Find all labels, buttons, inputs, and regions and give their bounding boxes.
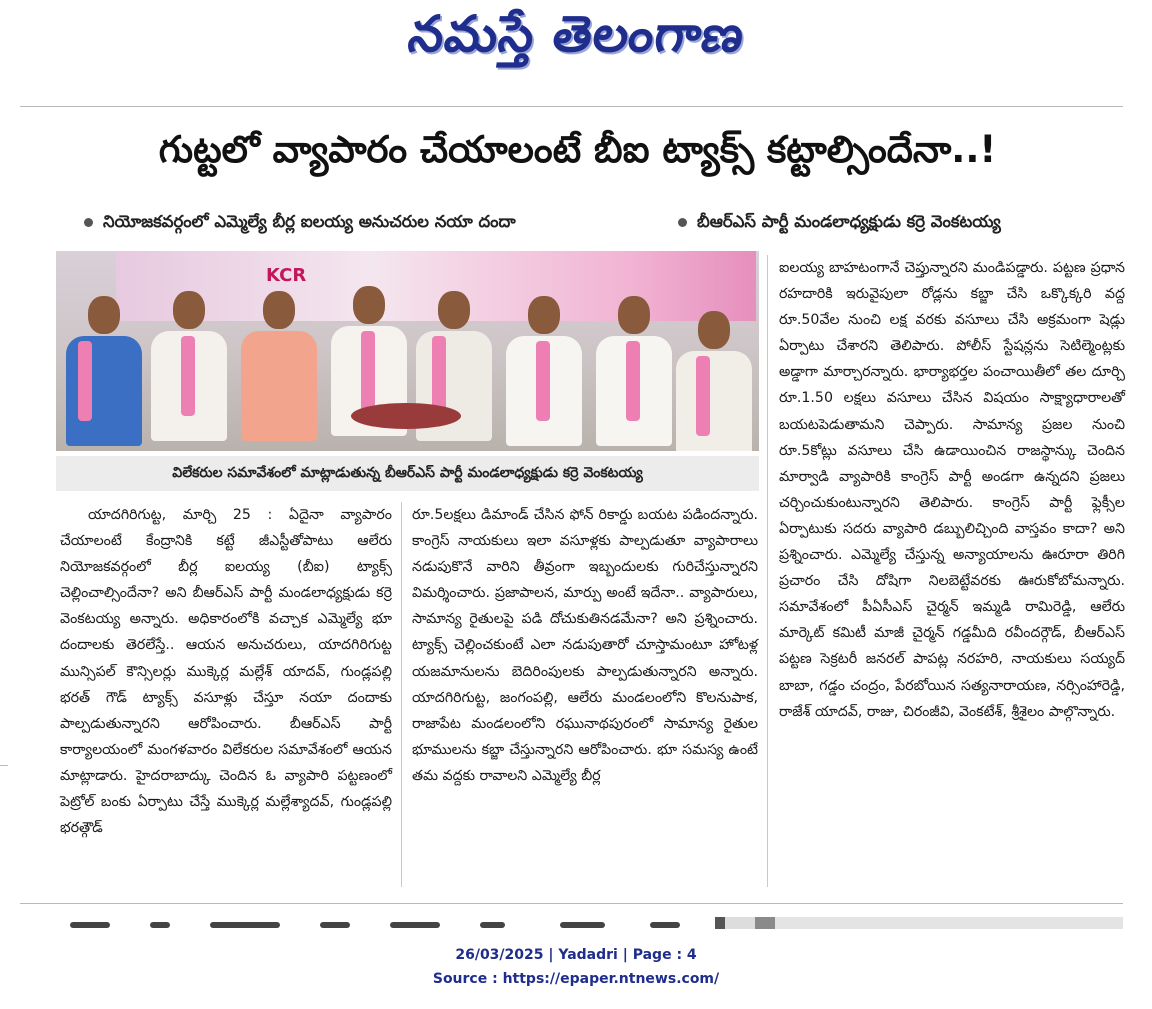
article-column-3: ఐలయ్య బాహటంగానే చెప్తున్నారని మండిపడ్డారు. పట్టణ ప్రధాన రహదారికి ఇరువైపులా రోడ్లను కబ్జా చేసి ఒక్కొక్కరి వద్ద రూ.50వేల నుంచి లక్ష వరకు వసూలు చేసి అక్రమంగా షెడ్లు ఏర్పాటు చేశారని తెలిపారు. పోలీస్ స్టేషన్లను సెటిల్మెంట్లకు అడ్డాగా మార్చారన్నారు. భార్యాభర్తల పంచాయితీలో తల దూర్చి రూ.1.50 లక్షలు వసూలు చేసిన విషయం సాక్ష్యాధారాలతో బయటపెడుతామని చెప్పారు. సామాన్య ప్రజల నుంచి రూ.5కోట్లు వసూలు చేసి ఉడాయించిన రాజస్థాన్కు చెందిన మార్వాడి వ్యాపారికి కాంగ్రెస్ పార్టీ అండగా ఉన్నదని ప్రజలు చర్చించుకుంటున్నారని తెలిపారు. కాంగ్రెస్ పార్టీ ఫ్లెక్సీల ఏర్పాటుకు సదరు వ్యాపారి డబ్బులిచ్చింది వాస్తవం కాదా? అని ప్రశ్నించారు. ఎమ్మెల్యే చేస్తున్న అన్యాయాలను ఊరూరా తిరిగి ప్రచారం చేసి దోషిగా నిలబెట్టేవరకు ఊరుకోబోమన్నారు. సమావేశంలో పీఏసీఎస్ చైర్మన్ ఇమ్మడి రామిరెడ్డి, ఆలేరు మార్కెట్ కమిటీ మాజీ చైర్మన్ గడ్డమీది రవీందర్గౌడ్, బీఆర్ఎస్ పట్టణ సెక్రటరీ జనరల్ పాపట్ల నరహరి, నాయకులు సయ్యద్ బాబా, గడ్డం చంద్రం, పేరబోయిన సత్యనారాయణ, నర్సింహారెడ్డి, రాజేశ్ యాదవ్, రాజు, చిరంజీవి, వెంకటేశ్, శ్రీశైలం పాల్గొన్నారు.	[779, 260, 1125, 720]
photo-table	[351, 403, 461, 429]
bullet-icon	[678, 218, 687, 227]
divider	[20, 106, 1123, 107]
photo-banner	[116, 251, 756, 321]
bullet-icon	[84, 218, 93, 227]
article-photo	[56, 251, 759, 451]
photo-caption: విలేకరుల సమావేశంలో మాట్లాడుతున్న బీఆర్ఎస్ పార్టీ మండలాధ్యక్షుడు కర్రె వెంకటయ్య	[56, 456, 759, 491]
footer-date-line: 26/03/2025 | Yadadri | Page : 4	[455, 947, 697, 963]
divider	[20, 903, 1123, 904]
subhead-1: నియోజకవర్గంలో ఎమ్మెల్యే బీర్ల ఐలయ్య అనుచరుల నయా దందా	[84, 212, 516, 235]
subhead-2: బీఆర్ఎస్ పార్టీ మండలాధ్యక్షుడు కర్రె వెంకటయ్య	[678, 212, 1001, 235]
footer-source-line: Source : https://epaper.ntnews.com/	[432, 971, 720, 987]
margin-mark	[0, 765, 8, 766]
column-divider	[767, 255, 768, 887]
photo-banner-text: KCR	[266, 265, 307, 286]
masthead	[0, 0, 1152, 80]
next-article-fragment	[60, 920, 710, 930]
newspaper-title: నమస్తే తెలంగాణ	[405, 4, 749, 63]
next-article-image	[715, 917, 1123, 929]
column-divider	[401, 502, 402, 887]
article-column-1: యాదగిరిగుట్ట, మార్చి 25 : ఏదైనా వ్యాపారం చేయాలంటే కేంద్రానికి కట్టే జీఎస్టీతోపాటు ఆలేరు నియోజకవర్గంలో బీర్ల ఐలయ్య (బీఐ) ట్యాక్స్ చెల్లించాల్సిందేనా? అని బీఆర్ఎస్ పార్టీ మండలాధ్యక్షుడు కర్రె వెంకటయ్య అన్నారు. అధికారంలోకి వచ్చాక ఎమ్మెల్యే భూ దందాలకు తెరలేస్తే.. ఆయన అనుచరులు, యాదగిరిగుట్ట మున్సిపల్ కౌన్సిలర్లు ముక్కెర్ల మల్లేశ్ యాదవ్, గుండ్లపల్లి భరత్ గౌడ్ ట్యాక్స్ వసూళ్లు చేస్తూ నయా దందాకు పాల్పడుతున్నారని ఆరోపించారు. బీఆర్ఎస్ పార్టీ కార్యాలయంలో మంగళవారం విలేకరుల సమావేశంలో ఆయన మాట్లాడారు. హైదరాబాద్కు చెందిన ఓ వ్యాపారి పట్టణంలో పెట్రోల్ బంకు ఏర్పాటు చేస్తే ముక్కెర్ల మల్లేశ్యాదవ్, గుండ్లపల్లి భరత్గౌడ్	[60, 507, 392, 837]
article-headline: గుట్టలో వ్యాపారం చేయాలంటే బీఐ ట్యాక్స్ కట్టాల్సిందేనా..!	[158, 128, 997, 171]
article-column-2: రూ.5లక్షలు డిమాండ్ చేసిన ఫోన్ రికార్డు బయట పడిందన్నారు. కాంగ్రెస్ నాయకులు ఇలా వసూళ్లకు పాల్పడుతూ వ్యాపారాలు నడుపుకొనే వారిని తీవ్రంగా ఇబ్బందులకు గురిచేస్తున్నారని విమర్శించారు. ప్రజాపాలన, మార్పు అంటే ఇదేనా.. వ్యాపారులు, సామాన్య రైతులపై పడి దోచుకుతినడమేనా? అని ప్రశ్నించారు. ట్యాక్స్ చెల్లించకుంటే ఎలా నడుపుతారో చూస్తామంటూ హోటళ్ల యజమానులను బెదిరింపులకు పాల్పడుతున్నారని అన్నారు. యాదగిరిగుట్ట, జంగంపల్లి, ఆలేరు మండలంలోని కొలనుపాక, రాజాపేట మండలంలోని రఘునాథపురంలో సామాన్య రైతుల భూములను కబ్జా చేస్తున్నారని ఆరోపించారు. భూ సమస్య ఉంటే తమ వద్దకు రావాలని ఎమ్మెల్యే బీర్ల	[412, 507, 758, 784]
